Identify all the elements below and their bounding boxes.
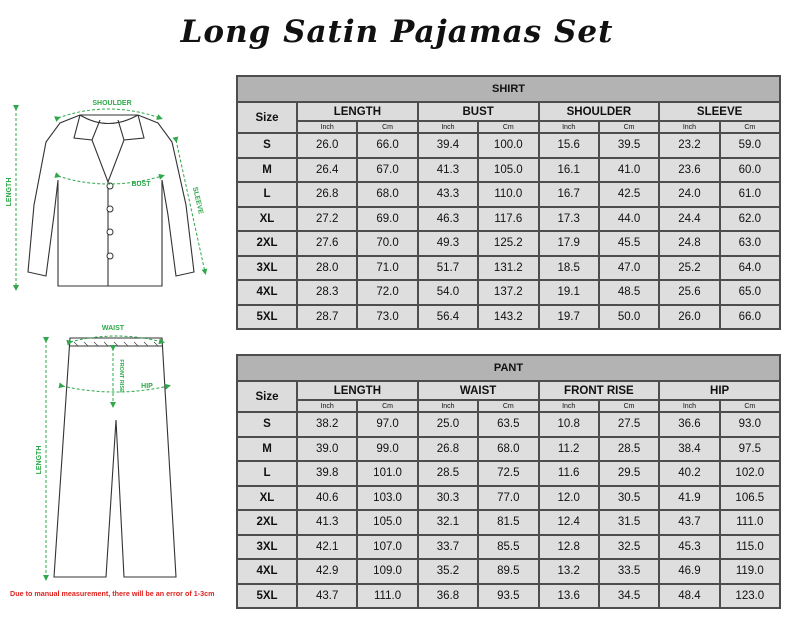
measurement-cell: 36.6	[660, 413, 718, 436]
measurement-cell: 117.6	[479, 208, 537, 231]
measurement-cell: 60.0	[721, 159, 779, 182]
measurement-cell: 105.0	[479, 159, 537, 182]
measurement-note: Due to manual measurement, there will be an error of 1-3cm	[10, 589, 215, 598]
garment-illustrations	[0, 0, 236, 600]
measurement-cell: 25.2	[660, 257, 718, 280]
size-cell: S	[238, 413, 296, 436]
measurement-cell: 73.0	[358, 306, 416, 329]
size-cell: XL	[238, 208, 296, 231]
shirt-group-header: BUST	[419, 103, 538, 120]
measurement-cell: 12.4	[540, 511, 598, 534]
measurement-cell: 46.3	[419, 208, 477, 231]
measurement-cell: 19.7	[540, 306, 598, 329]
measurement-cell: 41.3	[298, 511, 356, 534]
measurement-cell: 26.8	[419, 438, 477, 461]
measurement-cell: 43.7	[298, 585, 356, 608]
unit-header: Inch	[298, 122, 356, 132]
table-row	[238, 232, 779, 255]
measurement-cell: 85.5	[479, 536, 537, 559]
measurement-cell: 54.0	[419, 281, 477, 304]
measurement-cell: 48.4	[660, 585, 718, 608]
measurement-cell: 72.0	[358, 281, 416, 304]
table-row	[238, 536, 779, 559]
shirt-illustration	[28, 115, 194, 286]
measurement-cell: 31.5	[600, 511, 658, 534]
measurement-cell: 42.5	[600, 183, 658, 206]
page-title: Long Satin Pajamas Set	[180, 14, 614, 50]
shirt-size-header: Size	[238, 103, 296, 132]
measurement-cell: 26.0	[660, 306, 718, 329]
pant-size-header: Size	[238, 382, 296, 411]
measurement-cell: 39.5	[600, 134, 658, 157]
measurement-cell: 64.0	[721, 257, 779, 280]
shirt-group-header: LENGTH	[298, 103, 417, 120]
measurement-cell: 23.2	[660, 134, 718, 157]
measurement-cell: 38.4	[660, 438, 718, 461]
measurement-cell: 41.9	[660, 487, 718, 510]
table-row	[238, 257, 779, 280]
measurement-cell: 103.0	[358, 487, 416, 510]
measurement-cell: 97.5	[721, 438, 779, 461]
measurement-cell: 39.4	[419, 134, 477, 157]
measurement-cell: 50.0	[600, 306, 658, 329]
measurement-cell: 111.0	[721, 511, 779, 534]
measurement-cell: 72.5	[479, 462, 537, 485]
measurement-cell: 28.5	[419, 462, 477, 485]
table-row	[238, 462, 779, 485]
measurement-cell: 137.2	[479, 281, 537, 304]
measurement-cell: 115.0	[721, 536, 779, 559]
unit-header: Inch	[298, 401, 356, 411]
measurement-cell: 26.8	[298, 183, 356, 206]
unit-header: Inch	[419, 401, 477, 411]
measurement-cell: 24.4	[660, 208, 718, 231]
size-cell: 5XL	[238, 306, 296, 329]
measurement-cell: 107.0	[358, 536, 416, 559]
table-row	[238, 159, 779, 182]
size-cell: L	[238, 183, 296, 206]
pant-table-band: PANT	[238, 356, 779, 380]
measurement-cell: 125.2	[479, 232, 537, 255]
measurement-cell: 40.6	[298, 487, 356, 510]
measurement-cell: 30.5	[600, 487, 658, 510]
measurement-cell: 32.1	[419, 511, 477, 534]
measurement-cell: 39.8	[298, 462, 356, 485]
unit-header: Inch	[540, 122, 598, 132]
measurement-cell: 56.4	[419, 306, 477, 329]
measurement-cell: 28.3	[298, 281, 356, 304]
size-cell: M	[238, 159, 296, 182]
measurement-cell: 28.7	[298, 306, 356, 329]
measurement-cell: 12.0	[540, 487, 598, 510]
shirt-group-header: SLEEVE	[660, 103, 779, 120]
measurement-cell: 69.0	[358, 208, 416, 231]
measurement-cell: 41.3	[419, 159, 477, 182]
measurement-cell: 43.3	[419, 183, 477, 206]
measurement-cell: 42.9	[298, 560, 356, 583]
measurement-cell: 27.2	[298, 208, 356, 231]
table-row	[238, 585, 779, 608]
measurement-cell: 17.3	[540, 208, 598, 231]
measurement-cell: 36.8	[419, 585, 477, 608]
measurement-cell: 45.5	[600, 232, 658, 255]
measurement-cell: 100.0	[479, 134, 537, 157]
measurement-cell: 28.0	[298, 257, 356, 280]
size-cell: M	[238, 438, 296, 461]
table-row	[238, 438, 779, 461]
measurement-cell: 101.0	[358, 462, 416, 485]
size-cell: 4XL	[238, 281, 296, 304]
size-cell: 2XL	[238, 232, 296, 255]
measurement-cell: 33.5	[600, 560, 658, 583]
size-cell: L	[238, 462, 296, 485]
table-row	[238, 306, 779, 329]
measurement-cell: 66.0	[721, 306, 779, 329]
measurement-cell: 28.5	[600, 438, 658, 461]
measurement-cell: 19.1	[540, 281, 598, 304]
table-row	[238, 487, 779, 510]
pants-illustration	[54, 338, 176, 577]
unit-header: Inch	[419, 122, 477, 132]
measurement-cell: 15.6	[540, 134, 598, 157]
measurement-cell: 70.0	[358, 232, 416, 255]
measurement-cell: 68.0	[358, 183, 416, 206]
size-cell: 3XL	[238, 536, 296, 559]
unit-header: Inch	[660, 122, 718, 132]
table-row	[238, 560, 779, 583]
unit-header: Cm	[358, 401, 416, 411]
measurement-cell: 65.0	[721, 281, 779, 304]
unit-header: Inch	[660, 401, 718, 411]
shirt-table-body	[238, 134, 779, 328]
measurement-cell: 35.2	[419, 560, 477, 583]
size-cell: 2XL	[238, 511, 296, 534]
shirt-group-header: SHOULDER	[540, 103, 659, 120]
measurement-cell: 23.6	[660, 159, 718, 182]
unit-header: Cm	[358, 122, 416, 132]
size-cell: XL	[238, 487, 296, 510]
measurement-cell: 89.5	[479, 560, 537, 583]
measurement-cell: 61.0	[721, 183, 779, 206]
size-cell: 3XL	[238, 257, 296, 280]
measurement-cell: 24.0	[660, 183, 718, 206]
measurement-cell: 41.0	[600, 159, 658, 182]
shirt-sleeve-label: SLEEVE	[190, 186, 204, 215]
measurement-cell: 12.8	[540, 536, 598, 559]
measurement-cell: 16.1	[540, 159, 598, 182]
measurement-cell: 17.9	[540, 232, 598, 255]
measurement-cell: 44.0	[600, 208, 658, 231]
pant-group-header: LENGTH	[298, 382, 417, 399]
measurement-cell: 32.5	[600, 536, 658, 559]
measurement-cell: 47.0	[600, 257, 658, 280]
measurement-cell: 24.8	[660, 232, 718, 255]
measurement-cell: 46.9	[660, 560, 718, 583]
measurement-cell: 49.3	[419, 232, 477, 255]
unit-header: Inch	[540, 401, 598, 411]
pant-group-header: WAIST	[419, 382, 538, 399]
unit-header: Cm	[600, 122, 658, 132]
measurement-cell: 29.5	[600, 462, 658, 485]
pant-length-label: LENGTH	[36, 445, 43, 475]
measurement-cell: 11.6	[540, 462, 598, 485]
measurement-cell: 63.5	[479, 413, 537, 436]
pant-front-rise-label: FRONT RISE	[118, 359, 124, 393]
shirt-length-label: LENGTH	[6, 177, 13, 207]
pant-table-body	[238, 413, 779, 607]
measurement-cell: 81.5	[479, 511, 537, 534]
size-cell: S	[238, 134, 296, 157]
measurement-cell: 34.5	[600, 585, 658, 608]
measurement-cell: 25.0	[419, 413, 477, 436]
pant-group-header: FRONT RISE	[540, 382, 659, 399]
measurement-cell: 93.0	[721, 413, 779, 436]
measurement-cell: 48.5	[600, 281, 658, 304]
unit-header: Cm	[721, 122, 779, 132]
measurement-cell: 10.8	[540, 413, 598, 436]
measurement-cell: 30.3	[419, 487, 477, 510]
unit-header: Cm	[600, 401, 658, 411]
table-row	[238, 281, 779, 304]
measurement-cell: 26.0	[298, 134, 356, 157]
measurement-cell: 143.2	[479, 306, 537, 329]
measurement-cell: 68.0	[479, 438, 537, 461]
measurement-cell: 51.7	[419, 257, 477, 280]
measurement-cell: 33.7	[419, 536, 477, 559]
table-row	[238, 134, 779, 157]
measurement-cell: 39.0	[298, 438, 356, 461]
table-row	[238, 208, 779, 231]
size-cell: 5XL	[238, 585, 296, 608]
pant-waist-label: WAIST	[101, 325, 125, 332]
measurement-cell: 13.2	[540, 560, 598, 583]
measurement-cell: 93.5	[479, 585, 537, 608]
measurement-cell: 27.5	[600, 413, 658, 436]
unit-header: Cm	[479, 122, 537, 132]
pant-group-header: HIP	[660, 382, 779, 399]
measurement-cell: 40.2	[660, 462, 718, 485]
measurement-cell: 131.2	[479, 257, 537, 280]
measurement-cell: 43.7	[660, 511, 718, 534]
pant-hip-label: HIP	[141, 383, 153, 390]
measurement-cell: 62.0	[721, 208, 779, 231]
measurement-cell: 38.2	[298, 413, 356, 436]
measurement-cell: 123.0	[721, 585, 779, 608]
unit-header: Cm	[479, 401, 537, 411]
measurement-cell: 67.0	[358, 159, 416, 182]
measurement-cell: 16.7	[540, 183, 598, 206]
measurement-cell: 99.0	[358, 438, 416, 461]
measurement-cell: 119.0	[721, 560, 779, 583]
measurement-cell: 77.0	[479, 487, 537, 510]
measurement-cell: 59.0	[721, 134, 779, 157]
measurement-cell: 109.0	[358, 560, 416, 583]
measurement-cell: 97.0	[358, 413, 416, 436]
size-cell: 4XL	[238, 560, 296, 583]
measurement-cell: 110.0	[479, 183, 537, 206]
shirt-shoulder-label: SHOULDER	[92, 100, 132, 107]
measurement-cell: 45.3	[660, 536, 718, 559]
measurement-cell: 25.6	[660, 281, 718, 304]
measurement-cell: 71.0	[358, 257, 416, 280]
pant-size-table	[236, 354, 781, 609]
measurement-cell: 11.2	[540, 438, 598, 461]
shirt-table-band: SHIRT	[238, 77, 779, 101]
measurement-cell: 42.1	[298, 536, 356, 559]
measurement-cell: 106.5	[721, 487, 779, 510]
measurement-cell: 111.0	[358, 585, 416, 608]
shirt-size-table	[236, 75, 781, 330]
shirt-bust-label: BUST	[131, 181, 151, 188]
table-row	[238, 183, 779, 206]
measurement-cell: 105.0	[358, 511, 416, 534]
table-row	[238, 413, 779, 436]
unit-header: Cm	[721, 401, 779, 411]
measurement-cell: 102.0	[721, 462, 779, 485]
measurement-cell: 26.4	[298, 159, 356, 182]
measurement-cell: 27.6	[298, 232, 356, 255]
table-row	[238, 511, 779, 534]
measurement-cell: 13.6	[540, 585, 598, 608]
measurement-cell: 66.0	[358, 134, 416, 157]
measurement-cell: 18.5	[540, 257, 598, 280]
measurement-cell: 63.0	[721, 232, 779, 255]
